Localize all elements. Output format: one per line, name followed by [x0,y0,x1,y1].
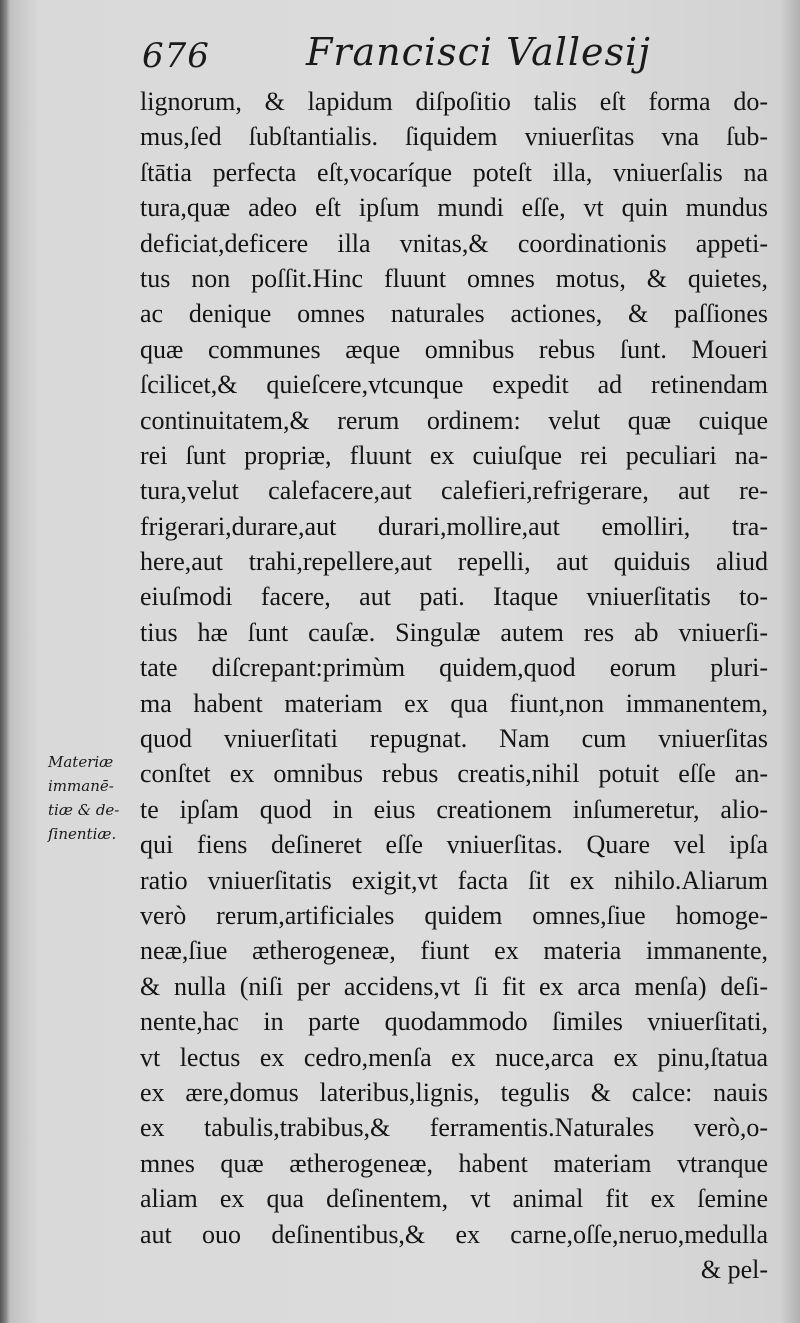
marginal-note-line: immanē- [48,777,114,795]
text-line: tate diſcrepant:primùm quidem,quod eorum pluri- [140,653,768,683]
text-line: te ipſam quod in eius creationem inſumeretur, alio- [140,794,768,824]
text-line: tura,quæ adeo eſt ipſum mundi eſſe, vt quin mundus [140,193,768,223]
text-line: here,aut trahi,repellere,aut repelli, aut quiduis aliud [140,547,768,577]
marginal-note-line: ſinentiæ. [48,825,117,843]
text-line: verò rerum,artificiales quidem omnes,ſiue homoge- [140,900,768,930]
gutter-shadow [0,0,10,1323]
text-line: ma habent materiam ex qua fiunt,non immanentem, [140,688,768,718]
text-line: ratio vniuerſitatis exigit,vt facta ſit ex nihilo.Aliarum [140,865,768,895]
marginal-note [48,750,138,846]
running-head: Francisci Vallesij [306,30,651,74]
catchword: & pel- [700,1254,768,1284]
text-line: mnes quæ ætherogeneæ, habent materiam vtranque [140,1148,768,1178]
marginal-note-line: tiæ & de- [48,801,120,819]
text-line: ſtātia perfecta eſt,vocaríque poteſt illa, vniuerſalis na [140,157,768,187]
text-line: lignorum, & lapidum diſpoſitio talis eſt forma do- [140,87,768,116]
text-line: tura,velut calefacere,aut calefieri,refrigerare, aut re- [140,476,768,506]
text-line: neæ,ſiue ætherogeneæ, fiunt ex materia immanente, [140,936,768,966]
text-line: ex ære,domus lateribus,lignis, tegulis & calce: nauis [140,1077,768,1107]
text-line: quæ communes æque omnibus rebus ſunt. Moueri [140,334,768,364]
page-number: 676 [142,36,210,76]
text-line: ac denique omnes naturales actiones, & paſſiones [140,299,768,329]
text-line: tius hæ ſunt cauſæ. Singulæ autem res ab vniuerſi- [140,617,768,647]
marginal-note-line: Materiæ [48,753,114,771]
text-line: continuitatem,& rerum ordinem: velut quæ cuique [140,405,768,435]
text-line: & nulla (niſi per accidens,vt ſi fit ex arca menſa) deſi- [140,971,768,1001]
text-line: nente,hac in parte quodammodo ſimiles vniuerſitati, [140,1007,768,1037]
text-line: ſcilicet,& quieſcere,vtcunque expedit ad retinendam [140,370,768,400]
body-text [140,84,768,1287]
text-line: frigerari,durare,aut durari,mollire,aut emolliri, tra- [140,511,768,541]
text-line: rei ſunt propriæ, fluunt ex cuiuſque rei peculiari na- [140,440,768,470]
text-line: deficiat,deficere illa vnitas,& coordinationis appeti- [140,228,768,258]
text-line: mus,ſed ſubſtantialis. ſiquidem vniuerſitas vna ſub- [140,122,768,152]
text-line: tus non poſſit.Hinc fluunt omnes motus, & quietes, [140,263,768,293]
text-line: qui fiens deſineret eſſe vniuerſitas. Quare vel ipſa [140,830,768,860]
text-line: conſtet ex omnibus rebus creatis,nihil potuit eſſe an- [140,759,768,789]
text-line: vt lectus ex cedro,menſa ex nuce,arca ex pinu,ſtatua [140,1042,768,1072]
text-line: eiuſmodi facere, aut pati. Itaque vniuerſitatis to- [140,582,768,612]
text-line: aut ouo deſinentibus,& ex carne,oſſe,neruo,medulla [140,1219,768,1249]
text-line: aliam ex qua deſinentem, vt animal fit ex ſemine [140,1184,768,1214]
text-line: quod vniuerſitati repugnat. Nam cum vniuerſitas [140,724,768,754]
text-line: ex tabulis,trabibus,& ferramentis.Naturales verò,o- [140,1113,768,1143]
